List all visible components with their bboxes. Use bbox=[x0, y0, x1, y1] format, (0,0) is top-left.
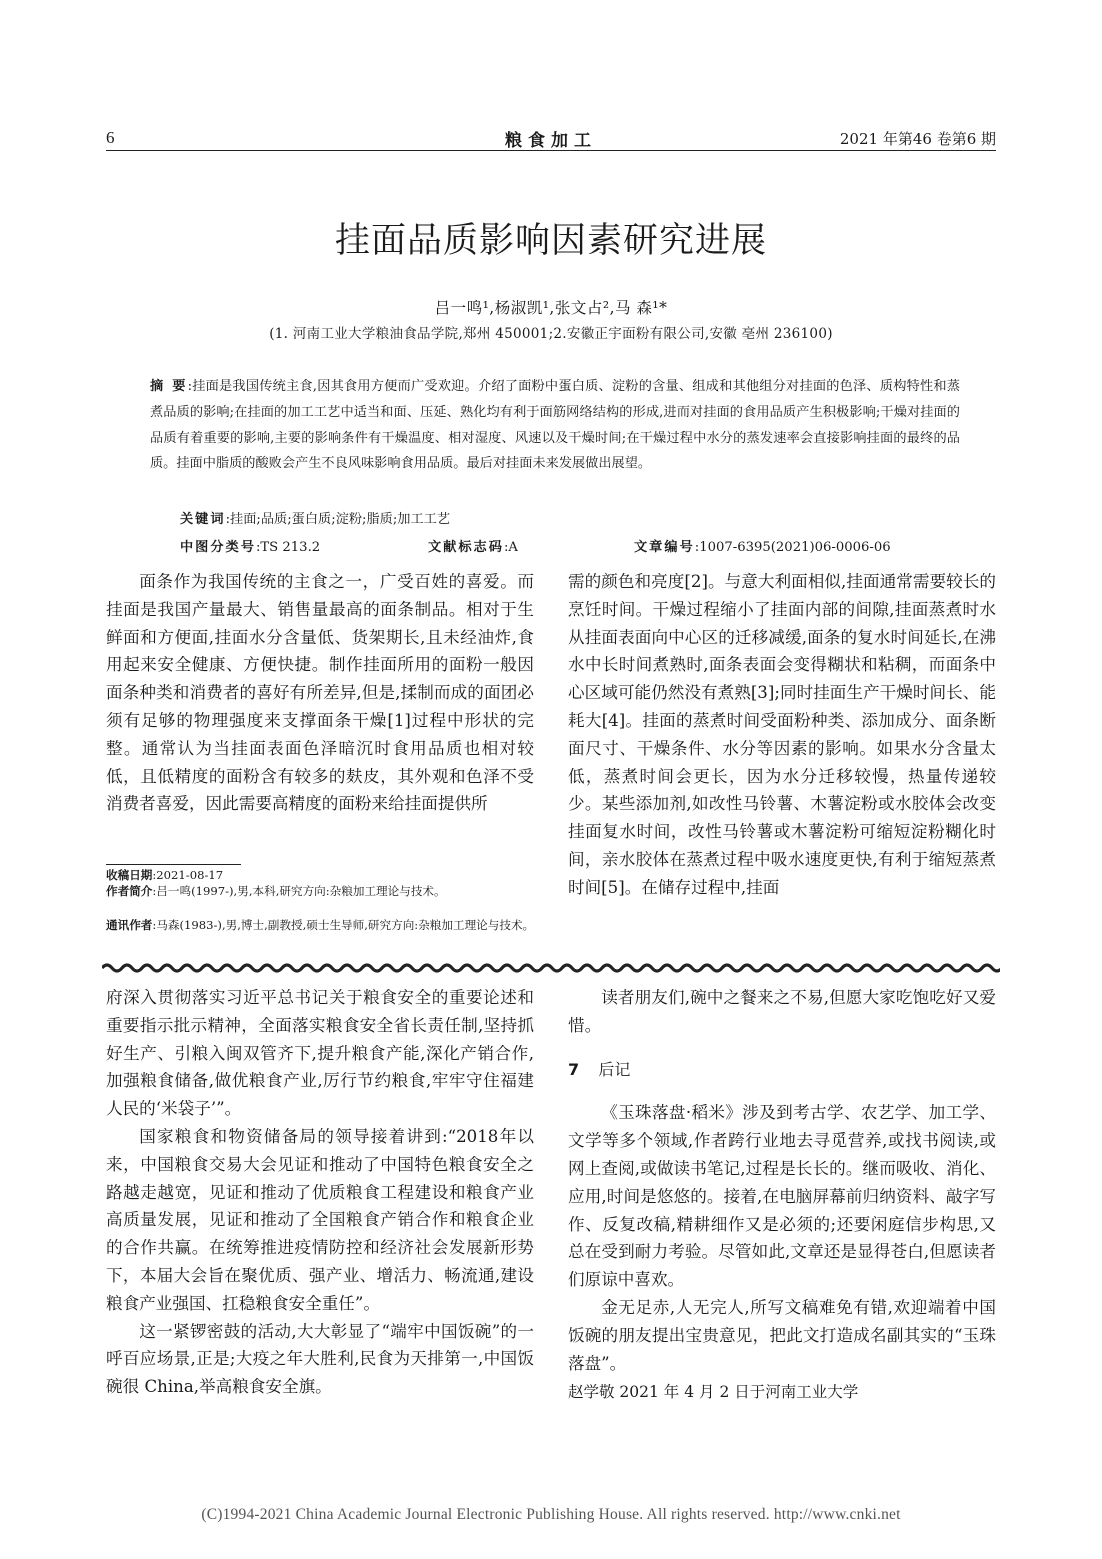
page-number: 6 bbox=[106, 128, 115, 147]
body-paragraph: 府深入贯彻落实习近平总书记关于粮食安全的重要论述和重要指示批示精神，全面落实粮食安全省长责任制,坚持抓好生产、引粮入闽双管齐下,提升粮食产能,深化产销合作,加强粮食储备,做优粮食产业,厉行节约粮食,牢牢守住福建人民的‘米袋子’”。 bbox=[106, 988, 534, 1119]
article-value: :1007-6395(2021)06-0006-06 bbox=[694, 540, 891, 555]
wavy-divider bbox=[102, 960, 1000, 976]
corresponding-value: :马森(1983-),男,博士,副教授,硕士生导师,研究方向:杂粮加工理论与技术。 bbox=[152, 918, 535, 932]
body-paragraph: 读者朋友们,碗中之餐来之不易,但愿大家吃饱吃好又爱惜。 bbox=[568, 988, 996, 1035]
article-label: 文章编号 bbox=[634, 540, 695, 555]
abstract bbox=[150, 374, 960, 477]
doc-label: 文献标志码 bbox=[428, 540, 504, 555]
received-label: 收稿日期 bbox=[106, 868, 153, 882]
author-list: 吕一鸣¹,杨淑凯¹,张文占²,马 森¹* bbox=[434, 299, 668, 317]
lower-right-column bbox=[568, 984, 996, 1407]
footnote-rule bbox=[106, 864, 241, 865]
footnote-corresponding bbox=[106, 918, 536, 933]
document-code bbox=[428, 536, 518, 555]
section-title: 后记 bbox=[598, 1059, 631, 1079]
abstract-text: :挂面是我国传统主食,因其食用方便而广受欢迎。介绍了面粉中蛋白质、淀粉的含量、组成和其他组分对挂面的色泽、质构特性和蒸煮品质的影响;在挂面的加工工艺中适当和面、压延、熟化均有利于面筋网络结构的形成,进而对挂面的食用品质产生积极影响;干燥对挂面的品质有着重要的影响,主要的影响条件有干燥温度、相对湿度、风速以及干燥时间;在干燥过程中水分的蒸发速率会直接影响挂面的最终的品质。挂面中脂质的酸败会产生不良风味影响食用品质。最后对挂面未来发展做出展望。 bbox=[150, 379, 960, 472]
journal-name: 粮食加工 bbox=[505, 131, 597, 151]
clc-value: :TS 213.2 bbox=[255, 540, 321, 555]
footnote-author bbox=[106, 884, 536, 899]
lower-left-column bbox=[106, 984, 534, 1401]
corresponding-label: 通讯作者 bbox=[106, 918, 153, 932]
clc-number bbox=[180, 536, 320, 555]
body-paragraph: 国家粮食和物资储备局的领导接着讲到:“2018年以来，中国粮食交易大会见证和推动了中国特色粮食安全之路越走越宽，见证和推动了优质粮食工程建设和粮食产业高质量发展，见证和推动了全国粮食产销合作和粮食企业的合作共赢。在统筹推进疫情防控和经济社会发展新形势下，本届大会旨在聚优质、强产业、增活力、畅流通,建设粮食产业强国、扛稳粮食安全重任”。 bbox=[106, 1126, 534, 1313]
right-column bbox=[568, 568, 996, 902]
article-number bbox=[634, 536, 891, 555]
keywords-text: :挂面;品质;蛋白质;淀粉;脂质;加工工艺 bbox=[225, 512, 451, 527]
body-paragraph: 这一紧锣密鼓的活动,大大彰显了“端牢中国饭碗”的一呼百应场景,正是;大疫之年大胜利,民食为天排第一,中国饭碗很 China,举高粮食安全旗。 bbox=[106, 1321, 534, 1397]
running-header bbox=[106, 128, 996, 151]
body-paragraph: 金无足赤,人无完人,所写文稿难免有错,欢迎端着中国饭碗的朋友提出宝贵意见，把此文打造成名副其实的“玉珠落盘”。 bbox=[568, 1297, 996, 1373]
body-paragraph: 面条作为我国传统的主食之一，广受百姓的喜爱。而挂面是我国产量最大、销售量最高的面条制品。相对于生鲜面和方便面,挂面水分含量低、货架期长,且未经油炸,食用起来安全健康、方便快捷。制作挂面所用的面粉一般因面条种类和消费者的喜好有所差异,但是,揉制而成的面团必须有足够的物理强度来支撑面条干燥[1]过程中形状的完整。通常认为当挂面表面色泽暗沉时食用品质也相对较低，且低精度的面粉含有较多的麸皮，其外观和色泽不受消费者喜爱，因此需要高精度的面粉来给挂面提供所 bbox=[106, 572, 534, 814]
footnote-received bbox=[106, 868, 536, 883]
section-number: 7 bbox=[568, 1059, 580, 1079]
copyright-footer: (C)1994-2021 China Academic Journal Electronic Publishing House. All rights reserved. http://www.cnki.net bbox=[201, 1506, 901, 1523]
issue-info: 2021 年第46 卷第6 期 bbox=[839, 130, 996, 148]
body-paragraph: 《玉珠落盘·稻米》涉及到考古学、农艺学、加工学、文学等多个领域,作者跨行业地去寻觅营养,或找书阅读,或网上查阅,或做读书笔记,过程是长长的。继而吸收、消化、应用,时间是悠悠的。接着,在电脑屏幕前归纳资料、敲字写作、反复改稿,精耕细作又是必须的;还要闲庭信步构思,又总在受到耐力考验。尽管如此,文章还是显得苍白,但愿读者们原谅中喜欢。 bbox=[568, 1103, 996, 1290]
received-value: :2021-08-17 bbox=[152, 868, 224, 882]
author-label: 作者简介 bbox=[106, 884, 153, 898]
left-column bbox=[106, 568, 534, 818]
doc-value: :A bbox=[503, 540, 518, 555]
signature: 赵学敬 2021 年 4 月 2 日于河南工业大学 bbox=[568, 1383, 859, 1402]
affiliation: (1. 河南工业大学粮油食品学院,郑州 450001;2.安徽正宇面粉有限公司,安徽 亳州 236100) bbox=[269, 326, 833, 342]
keywords-label: 关键词 bbox=[180, 512, 226, 527]
section-heading bbox=[568, 1056, 996, 1084]
body-paragraph: 需的颜色和亮度[2]。与意大利面相似,挂面通常需要较长的烹饪时间。干燥过程缩小了挂面内部的间隙,挂面蒸煮时水从挂面表面向中心区的迁移减缓,面条的复水时间延长,在沸水中长时间煮熟时,面条表面会变得糊状和粘稠，而面条中心区域可能仍然没有煮熟[3];同时挂面生产干燥时间长、能耗大[4]。挂面的蒸煮时间受面粉种类、添加成分、面条断面尺寸、干燥条件、水分等因素的影响。如果水分含量太低，蒸煮时间会更长，因为水分迁移较慢，热量传递较少。某些添加剂,如改性马铃薯、木薯淀粉或水胶体会改变挂面复水时间，改性马铃薯或木薯淀粉可缩短淀粉糊化时间，亲水胶体在蒸煮过程中吸水速度更快,有利于缩短蒸煮时间[5]。在储存过程中,挂面 bbox=[568, 572, 996, 897]
article-title: 挂面品质影响因素研究进展 bbox=[334, 221, 767, 261]
clc-label: 中图分类号 bbox=[180, 540, 256, 555]
abstract-label: 摘 要 bbox=[150, 379, 188, 394]
keywords bbox=[180, 508, 450, 527]
author-value: :吕一鸣(1997-),男,本科,研究方向:杂粮加工理论与技术。 bbox=[152, 884, 446, 898]
